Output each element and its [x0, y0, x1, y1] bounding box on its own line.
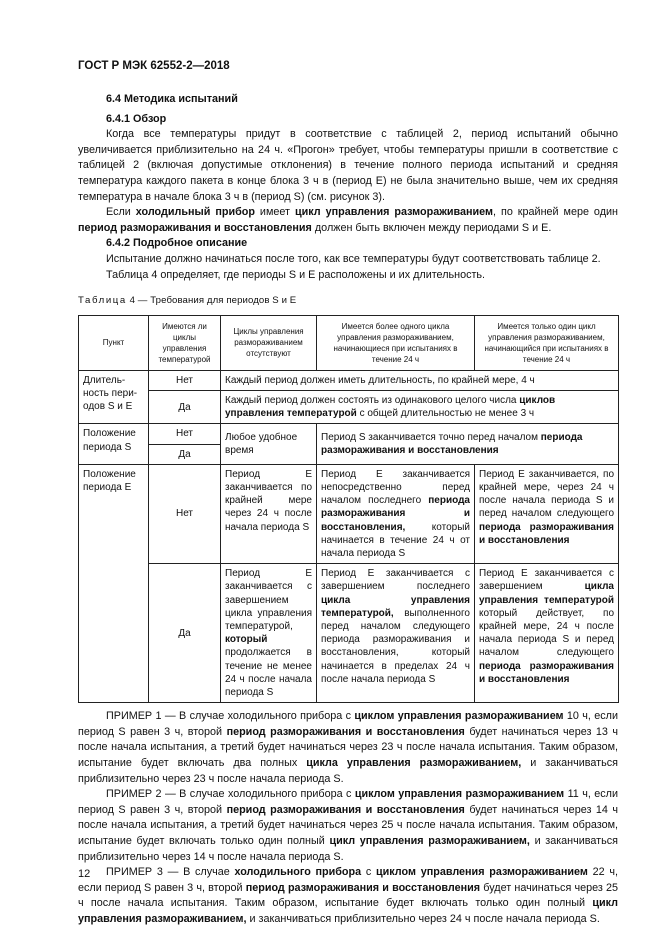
bold-term: период размораживания и восстановления	[78, 221, 312, 234]
paragraph: Таблица 4 определяет, где периоды S и E расположены и их длительность.	[106, 268, 486, 281]
document-body	[78, 92, 618, 928]
text-segment: и заканчиваться приблизительно через 14 ч после начала периода S.	[78, 834, 618, 863]
text-segment: который начинается в течение 24 ч от начала периода S	[321, 521, 470, 559]
text-segment: Период E заканчивается с завершением последнего	[321, 568, 470, 593]
bold-term: циклом управления размораживанием	[376, 866, 588, 879]
row-label: Положение периода S	[79, 424, 149, 464]
cell	[317, 464, 475, 563]
table-caption	[78, 293, 618, 309]
text-segment: 22 ч, если период S равен 3 ч, второй	[78, 866, 618, 894]
text-segment: Период E заканчивается по крайней мере через 24 ч после начала периода S	[225, 468, 312, 533]
cell-no: Нет	[149, 370, 221, 390]
cell-yes: Да	[149, 390, 221, 423]
paragraph: Испытание должно начинаться после того, как все температуры будут соответствовать таблице 2.	[106, 252, 601, 265]
text-segment: Период E заканчивается непосредственно перед началом последнего	[321, 468, 470, 507]
cell: Любое удобное время	[221, 424, 317, 464]
text-segment: 11 ч, если период S равен 3 ч, второй	[78, 788, 618, 816]
bold-term: холодильный прибор	[135, 206, 255, 219]
text-segment: ПРИМЕР 2 — В случае холодильного прибора с	[106, 788, 355, 801]
table-row	[79, 564, 619, 703]
bold-term: периода размораживания и восстановления	[321, 431, 583, 457]
text-segment: ПРИМЕР 1 — В случае холодильного прибора с	[106, 710, 355, 723]
document-header: ГОСТ Р МЭК 62552-2—2018	[78, 60, 230, 72]
text-segment: Когда все температуры придут в соответствие с таблицей 2, период испытаний обычно увеличивается приблизительно на 24 ч. «Прогон» требует, чтобы температуры пришли в соответствие с таблицей 2 (включая допустимые отклонения) в течение полного периода испытаний и средняя температура каждого пакета в конце блока 3 ч в (период E) не была значительно выше, чем их средняя температура в начале блока 3 ч в (период S) (см. рисунок 3).	[78, 128, 618, 203]
table-row	[79, 370, 619, 390]
paragraph	[78, 205, 618, 236]
table-row	[79, 464, 619, 563]
header-cell: Имеется более одного цикла управления размораживанием, начинающиеся при испытаниях в течение 24 ч	[317, 315, 475, 370]
bold-term: период размораживания и восстановления	[245, 881, 481, 894]
cell	[317, 564, 475, 703]
text-segment: будет начинаться через 14 ч после начала испытания, а третий будет начинаться через 25 ч после начала испытания. Таким образом, испытание будет включать только один полный	[78, 803, 618, 847]
header-cell: Пункт	[79, 315, 149, 370]
bold-term: циклом управления размораживанием	[354, 710, 564, 723]
page-number: 12	[78, 868, 91, 880]
text-segment: Период E заканчивается с завершением	[479, 568, 614, 593]
cell-yes: Да	[149, 564, 221, 703]
text-segment: Период E заканчивается с завершением цикла управления температурой,	[225, 568, 312, 632]
bold-term: цикла управления температурой	[479, 581, 614, 606]
text-segment: ПРИМЕР 3 — В случае	[106, 866, 235, 879]
text-segment: с общей длительностью не менее 3 ч	[356, 408, 535, 420]
subsection-heading-overview: 6.4.1 Обзор	[106, 112, 167, 125]
bold-term: циклов управления температурой	[225, 394, 556, 420]
bold-term: холодильного прибора	[234, 866, 362, 879]
cell	[221, 390, 619, 423]
text-segment: выполненного перед началом следующего периода размораживания и восстановления, который начинается в пределах 24 ч после начала периода S	[321, 607, 470, 685]
example-3	[78, 865, 618, 927]
cell	[221, 564, 317, 703]
bold-term: периода размораживания и восстановления	[479, 660, 614, 685]
row-label: Положение периода E	[79, 464, 149, 702]
bold-term: период размораживания и восстановления	[226, 803, 465, 816]
text-segment: продолжается в течение не менее 24 ч после начала периода S	[225, 647, 312, 698]
text-segment: имеет	[254, 206, 295, 219]
text-segment: должен быть включен между периодами S и E.	[311, 221, 552, 234]
section-heading: 6.4 Методика испытаний	[106, 93, 238, 105]
bold-term: цикл управления размораживанием,	[78, 897, 618, 925]
paragraph	[78, 127, 618, 205]
text-segment: и заканчиваться приблизительно через 23 ч после начала периода S.	[78, 756, 618, 785]
text-segment: Период E заканчивается, по крайней мере, через 24 ч после начала периода S и перед началом следующего	[479, 468, 614, 520]
text-segment: , по крайней мере один	[493, 206, 618, 219]
bold-term: циклом управления размораживанием	[354, 788, 565, 801]
text-segment: Каждый период должен иметь длительность, по крайней мере, 4 ч	[225, 374, 535, 386]
cell-yes: Да	[149, 444, 221, 464]
text-segment: 10 ч, если период S равен 3 ч, второй	[78, 710, 619, 738]
table-row	[79, 424, 619, 444]
header-cell: Имеются ли циклы управления температурой	[149, 315, 221, 370]
text-segment: будет начинаться через 25 ч после начала испытания. Таким образом, испытание будет включать только один полный	[78, 881, 618, 910]
bold-term: периода размораживания и восстановления	[479, 521, 614, 546]
text-segment: Каждый период должен состоять из одинакового целого числа	[225, 394, 520, 406]
cell	[317, 424, 619, 464]
table-header-row	[79, 315, 619, 370]
header-cell: Циклы управления размораживанием отсутствуют	[221, 315, 317, 370]
cell	[475, 464, 619, 563]
example-1	[78, 709, 618, 787]
requirements-table	[78, 315, 619, 703]
bold-term: который	[225, 634, 268, 646]
bold-term: период размораживания и восстановления	[226, 725, 465, 738]
text-segment: Если	[106, 206, 136, 219]
row-label: Длитель-ность пери-одов S и E	[79, 370, 149, 424]
bold-term: цикла управления температурой,	[321, 594, 470, 619]
cell	[221, 464, 317, 563]
bold-term: цикл управления размораживанием	[294, 206, 494, 219]
bold-term: периода размораживания и восстановления,	[321, 495, 470, 533]
text-segment: который действует, по крайней мере, 24 ч после начала периода S и перед началом следующего	[479, 607, 614, 659]
bold-term: цикла управления размораживанием,	[306, 756, 522, 769]
text-segment: с	[361, 866, 376, 879]
example-2	[78, 787, 618, 865]
cell-no: Нет	[149, 464, 221, 563]
subsection-heading-detail: 6.4.2 Подробное описание	[106, 237, 248, 250]
text-segment: будет начинаться через 13 ч после начала испытания, а третий будет начинаться через 23 ч после начала испытания. Таким образом, испытание будет включать два полных	[78, 725, 618, 769]
cell	[475, 564, 619, 703]
caption-label: Таблица	[78, 295, 127, 307]
cell-no: Нет	[149, 424, 221, 444]
caption-text: 4 — Требования для периодов S и E	[126, 295, 297, 307]
text-segment: Период S заканчивается точно перед началом	[321, 431, 541, 443]
text-segment: и заканчиваться приблизительно через 24 ч после начала периода S.	[246, 912, 600, 925]
table-row	[79, 390, 619, 423]
header-cell: Имеется только один цикл управления размораживанием, начинающийся при испытаниях в течение 24 ч	[475, 315, 619, 370]
bold-term: цикл управления размораживанием,	[329, 834, 530, 847]
cell	[221, 370, 619, 390]
